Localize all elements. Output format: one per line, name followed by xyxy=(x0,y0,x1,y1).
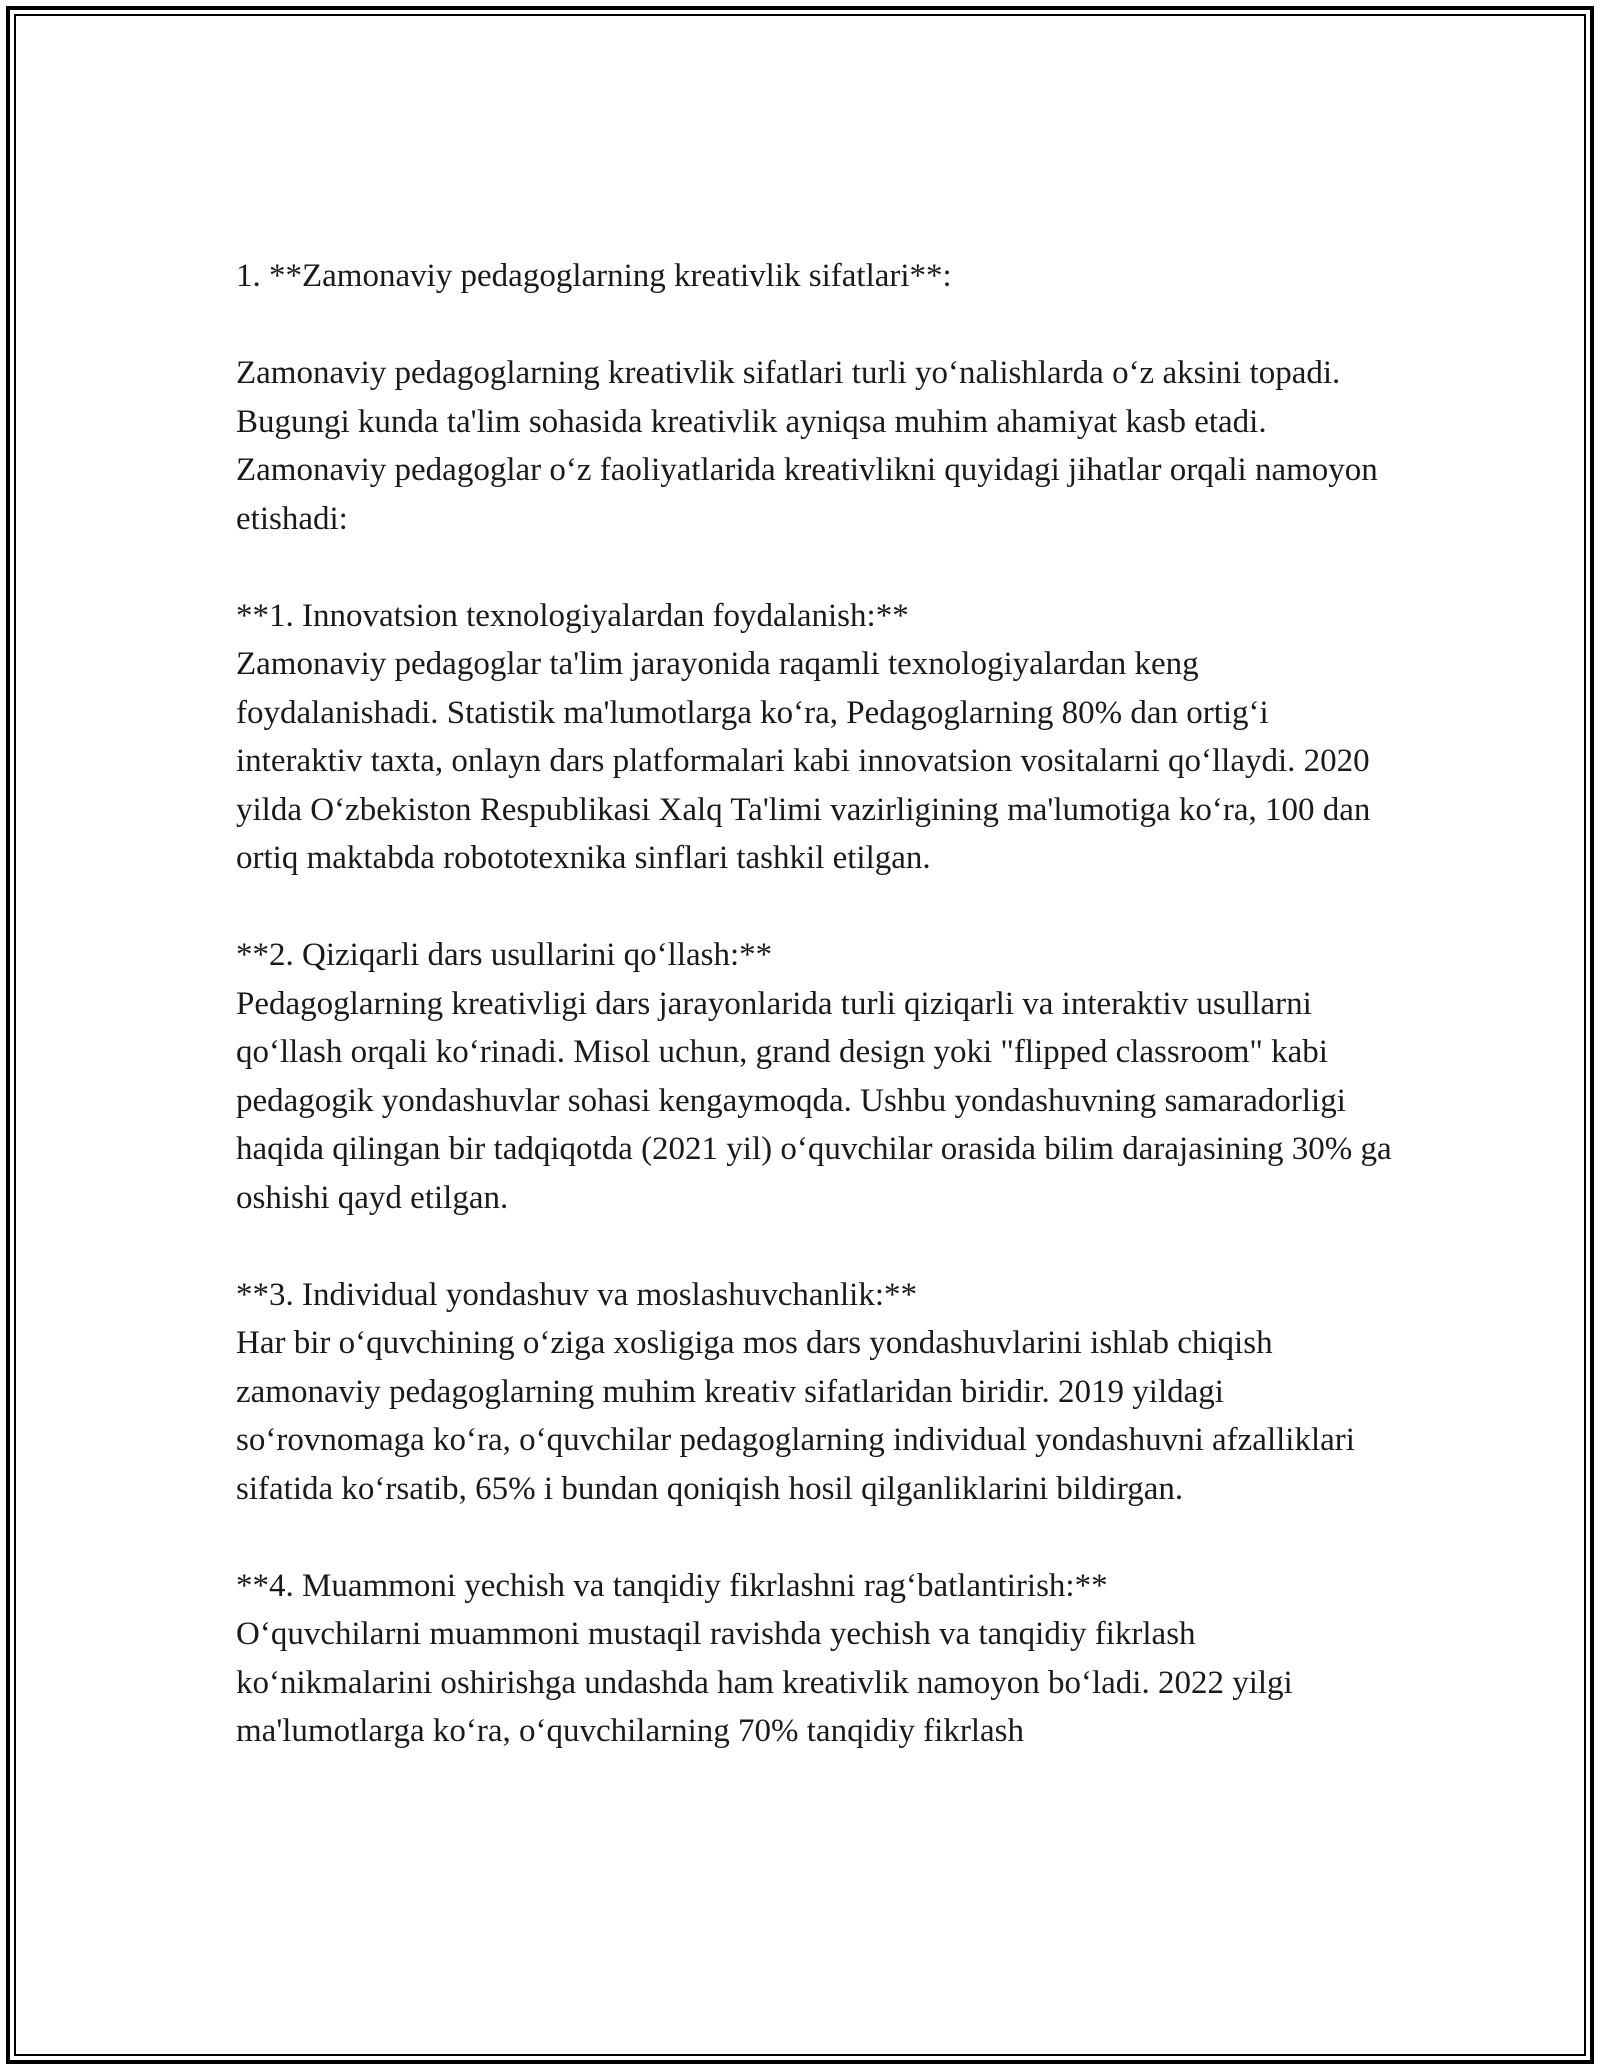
paragraph-gap xyxy=(236,1513,1396,1562)
paragraph-gap xyxy=(236,543,1396,592)
section-3-body: Har bir o‘quvchining o‘ziga xosligiga mos dars yondashuvlarini ishlab chiqish zamonaviy pedagoglarning muhim kreativ sifatlaridan biridir. 2019 yildagi so‘rovnomaga ko‘ra, o‘quvchilar pedagoglarning individual yondashuvni afzalliklari sifatida ko‘rsatib, 65% i bundan qoniqish hosil qilganliklarini bildirgan. xyxy=(236,1325,1355,1507)
section-1-body: Zamonaviy pedagoglar ta'lim jarayonida raqamli texnologiyalardan keng foydalanishadi. Statistik ma'lumotlarga ko‘ra, Pedagoglarning 80% dan ortig‘i interaktiv taxta, onlayn dars platformalari kabi innovatsion vositalarni qo‘llaydi. 2020 yilda O‘zbekiston Respublikasi Xalq Ta'limi vazirligining ma'lumotiga ko‘ra, 100 dan ortiq maktabda robototexnika sinflari tashkil etilgan. xyxy=(236,646,1371,876)
section-2-body: Pedagoglarning kreativligi dars jarayonlarida turli qiziqarli va interaktiv usullarni qo‘llash orqali ko‘rinadi. Misol uchun, grand design yoki "flipped classroom" kabi pedagogik yondashuvlar sohasi kengaymoqda. Ushbu yondashuvning samaradorligi haqida qilingan bir tadqiqotda (2021 yil) o‘quvchilar orasida bilim darajasining 30% ga oshishi qayd etilgan. xyxy=(236,985,1392,1216)
section-4-heading: **4. Muammoni yechish va tanqidiy fikrlashni rag‘batlantirish:** xyxy=(236,1567,1108,1604)
paragraph-gap xyxy=(236,1222,1396,1271)
section-4-body: O‘quvchilarni muammoni mustaqil ravishda yechish va tanqidiy fikrlash ko‘nikmalarini oshirishga undashda ham kreativlik namoyon bo‘ladi. 2022 yilgi ma'lumotlarga ko‘ra, o‘quvchilarning 70% tanqidiy fikrlash xyxy=(236,1616,1293,1749)
section-2-heading: **2. Qiziqarli dars usullarini qo‘llash:** xyxy=(236,937,773,973)
paragraph-gap xyxy=(236,883,1396,932)
section-3-heading: **3. Individual yondashuv va moslashuvchanlik:** xyxy=(236,1276,917,1313)
intro-paragraph: Zamonaviy pedagoglarning kreativlik sifatlari turli yo‘nalishlarda o‘z aksini topadi. Bugungi kunda ta'lim sohasida kreativlik ayniqsa muhim ahamiyat kasb etadi. Zamonaviy pedagoglar o‘z faoliyatlarida kreativlikni quyidagi jihatlar orqali namoyon etishadi: xyxy=(236,355,1378,537)
paragraph-gap xyxy=(236,301,1396,350)
document-title: 1. **Zamonaviy pedagoglarning kreativlik sifatlari**: xyxy=(236,258,952,294)
document-page xyxy=(236,252,1396,1756)
section-1-heading: **1. Innovatsion texnologiyalardan foydalanish:** xyxy=(236,597,909,634)
